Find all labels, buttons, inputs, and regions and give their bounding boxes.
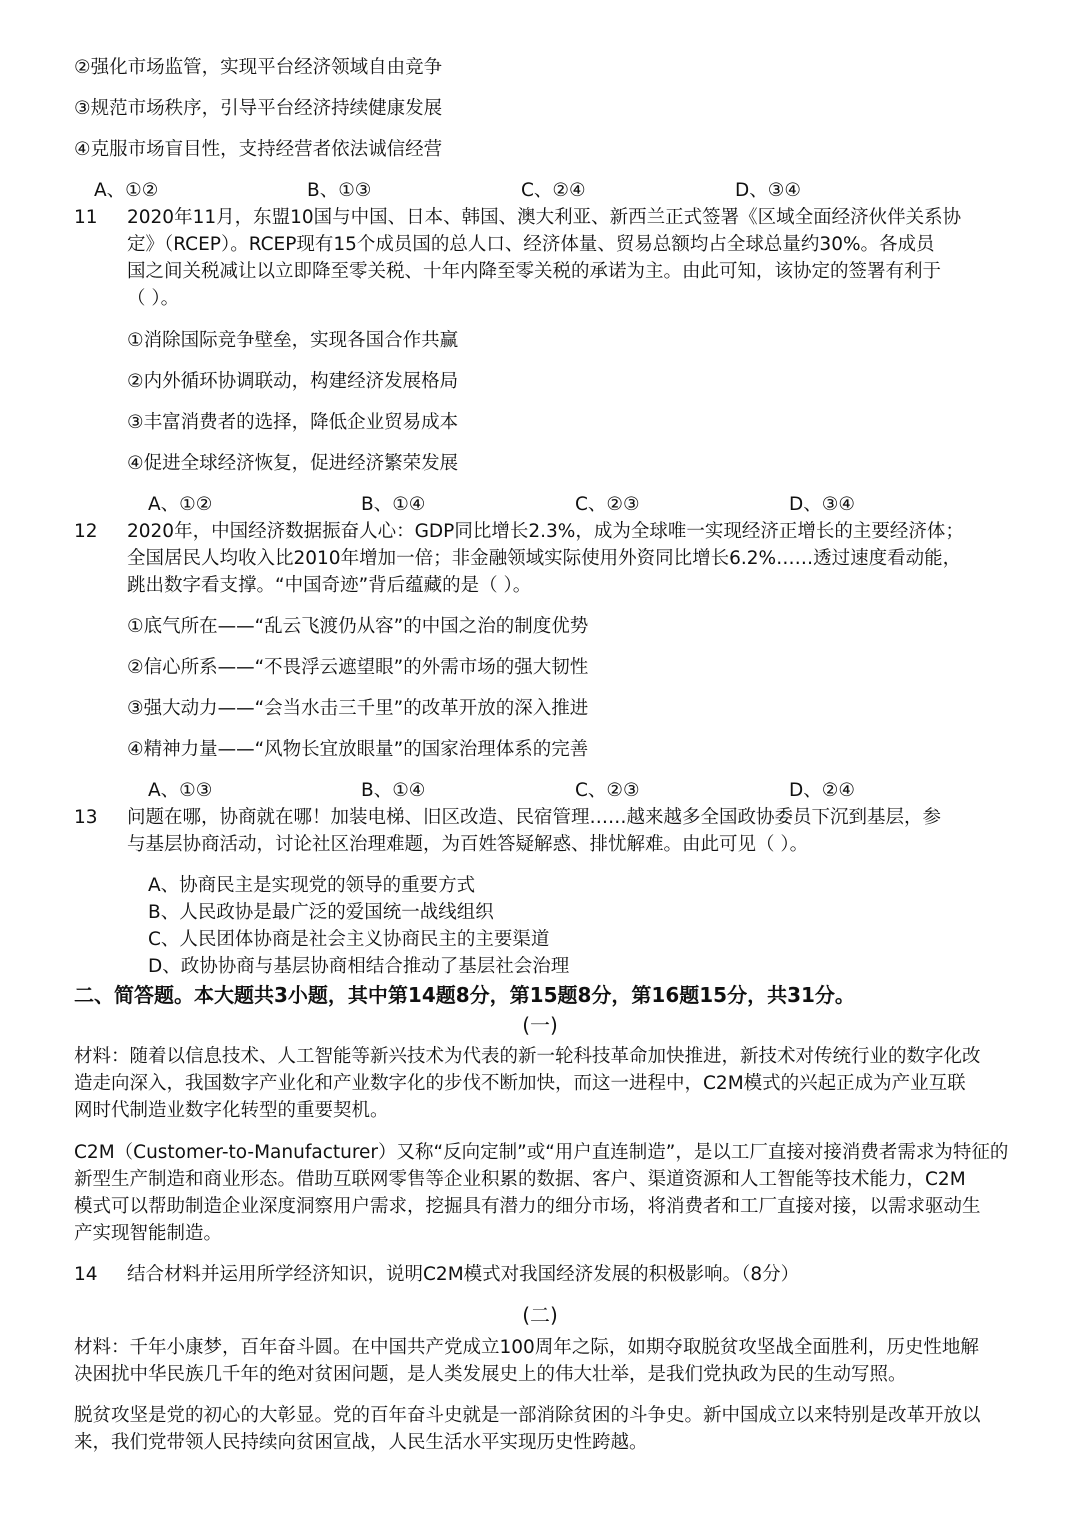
q10-item-2: ②强化市场监管，实现平台经济领域自由竞争 — [74, 57, 443, 78]
q11-option-d: D、③④ — [789, 494, 855, 515]
q13-option-a: A、协商民主是实现党的领导的重要方式 — [148, 875, 476, 896]
q12-item-1: ①底气所在——“乱云飞渡仍从容”的中国之治的制度优势 — [127, 616, 589, 637]
q11-item-2: ②内外循环协调联动，构建经济发展格局 — [127, 371, 459, 392]
q12-stem-line-1: 2020年，中国经济数据振奋人心：GDP同比增长2.3%，成为全球唯一实现经济正增长的主要经济体； — [127, 521, 964, 542]
part-2-material2-line-2: 来，我们党带领人民持续向贫困宣战，人民生活水平实现历史性跨越。 — [74, 1432, 648, 1453]
q11-number: 11 — [74, 207, 98, 228]
q12-option-d: D、②④ — [789, 780, 855, 801]
part-2-title: (二) — [522, 1303, 558, 1327]
q10-item-4: ④克服市场盲目性，支持经营者依法诚信经营 — [74, 139, 443, 160]
q13-stem-line-2: 与基层协商活动，讨论社区治理难题，为百姓答疑解惑、排忧解难。由此可见（ ）。 — [127, 834, 809, 855]
part-1-title: (一) — [522, 1013, 558, 1037]
q11-stem-line-3: 国之间关税减让以立即降至零关税、十年内降至零关税的承诺为主。由此可知，该协定的签署有利于 — [127, 261, 942, 282]
q13-option-b: B、人民政协是最广泛的爱国统一战线组织 — [148, 902, 494, 923]
q11-option-b: B、①④ — [361, 494, 426, 515]
q13-option-d: D、政协协商与基层协商相结合推动了基层社会治理 — [148, 956, 570, 977]
q10-option-c: C、②④ — [521, 180, 586, 201]
q12-option-b: B、①④ — [361, 780, 426, 801]
part-2-material-line-2: 决困扰中华民族几千年的绝对贫困问题，是人类发展史上的伟大壮举，是我们党执政为民的生动写照。 — [74, 1364, 907, 1385]
part-1-material2-line-4: 产实现智能制造。 — [74, 1223, 223, 1244]
q12-option-c: C、②③ — [575, 780, 640, 801]
part-2-material-line-1: 材料：千年小康梦，百年奋斗圆。在中国共产党成立100周年之际，如期夺取脱贫攻坚战全面胜利，历史性地解 — [74, 1337, 979, 1358]
q12-item-2: ②信心所系——“不畏浮云遮望眼”的外需市场的强大韧性 — [127, 657, 589, 678]
q14-text: 结合材料并运用所学经济知识，说明C2M模式对我国经济发展的积极影响。（8分） — [127, 1264, 800, 1285]
part-1-material2-line-3: 模式可以帮助制造企业深度洞察用户需求，挖掘具有潜力的细分市场，将消费者和工厂直接对接，以需求驱动生 — [74, 1196, 981, 1217]
q12-item-4: ④精神力量——“风物长宜放眼量”的国家治理体系的完善 — [127, 739, 589, 760]
q10-option-a: A、①② — [94, 180, 159, 201]
q11-item-1: ①消除国际竞争壁垒，实现各国合作共赢 — [127, 330, 459, 351]
part-1-material2-line-2: 新型生产制造和商业形态。借助互联网零售等企业积累的数据、客户、渠道资源和人工智能等技术能力，C2M — [74, 1169, 966, 1190]
q12-option-a: A、①③ — [148, 780, 213, 801]
q11-option-c: C、②③ — [575, 494, 640, 515]
q11-item-4: ④促进全球经济恢复，促进经济繁荣发展 — [127, 453, 459, 474]
part-1-material-line-1: 材料：随着以信息技术、人工智能等新兴技术为代表的新一轮科技革命加快推进，新技术对传统行业的数字化改 — [74, 1046, 981, 1067]
q11-stem-line-2: 定》（RCEP）。RCEP现有15个成员国的总人口、经济体量、贸易总额均占全球总量约30%。各成员 — [127, 234, 935, 255]
q13-stem-line-1: 问题在哪，协商就在哪！加装电梯、旧区改造、民宿管理……越来越多全国政协委员下沉到基层，参 — [127, 807, 942, 828]
section-2-heading: 二、简答题。本大题共3小题，其中第14题8分，第15题8分，第16题15分，共31分。 — [74, 983, 855, 1007]
q12-stem-line-2: 全国居民人均收入比2010年增加一倍；非金融领域实际使用外资同比增长6.2%……透过速度看动能， — [127, 548, 962, 569]
q10-option-b: B、①③ — [307, 180, 372, 201]
q12-stem-line-3: 跳出数字看支撑。“中国奇迹”背后蕴藏的是（ ）。 — [127, 575, 532, 596]
q11-item-3: ③丰富消费者的选择，降低企业贸易成本 — [127, 412, 459, 433]
part-1-material-line-3: 网时代制造业数字化转型的重要契机。 — [74, 1100, 389, 1121]
q13-option-c: C、人民团体协商是社会主义协商民主的主要渠道 — [148, 929, 550, 950]
q12-item-3: ③强大动力——“会当水击三千里”的改革开放的深入推进 — [127, 698, 589, 719]
q10-option-d: D、③④ — [735, 180, 801, 201]
q12-number: 12 — [74, 521, 98, 542]
part-1-material-line-2: 造走向深入，我国数字产业化和产业数字化的步伐不断加快，而这一进程中，C2M模式的兴起正成为产业互联 — [74, 1073, 966, 1094]
q11-option-a: A、①② — [148, 494, 213, 515]
q10-item-3: ③规范市场秩序，引导平台经济持续健康发展 — [74, 98, 443, 119]
q14-number: 14 — [74, 1264, 98, 1285]
q11-stem-line-1: 2020年11月，东盟10国与中国、日本、韩国、澳大利亚、新西兰正式签署《区域全面经济伙伴关系协 — [127, 207, 962, 228]
part-2-material2-line-1: 脱贫攻坚是党的初心的大彰显。党的百年奋斗史就是一部消除贫困的斗争史。新中国成立以来特别是改革开放以 — [74, 1405, 981, 1426]
q11-stem-line-4: （ ）。 — [127, 288, 180, 309]
q13-number: 13 — [74, 807, 98, 828]
part-1-material2-line-1: C2M（Customer-to-Manufacturer）又称“反向定制”或“用户直连制造”，是以工厂直接对接消费者需求为特征的 — [74, 1142, 1009, 1163]
